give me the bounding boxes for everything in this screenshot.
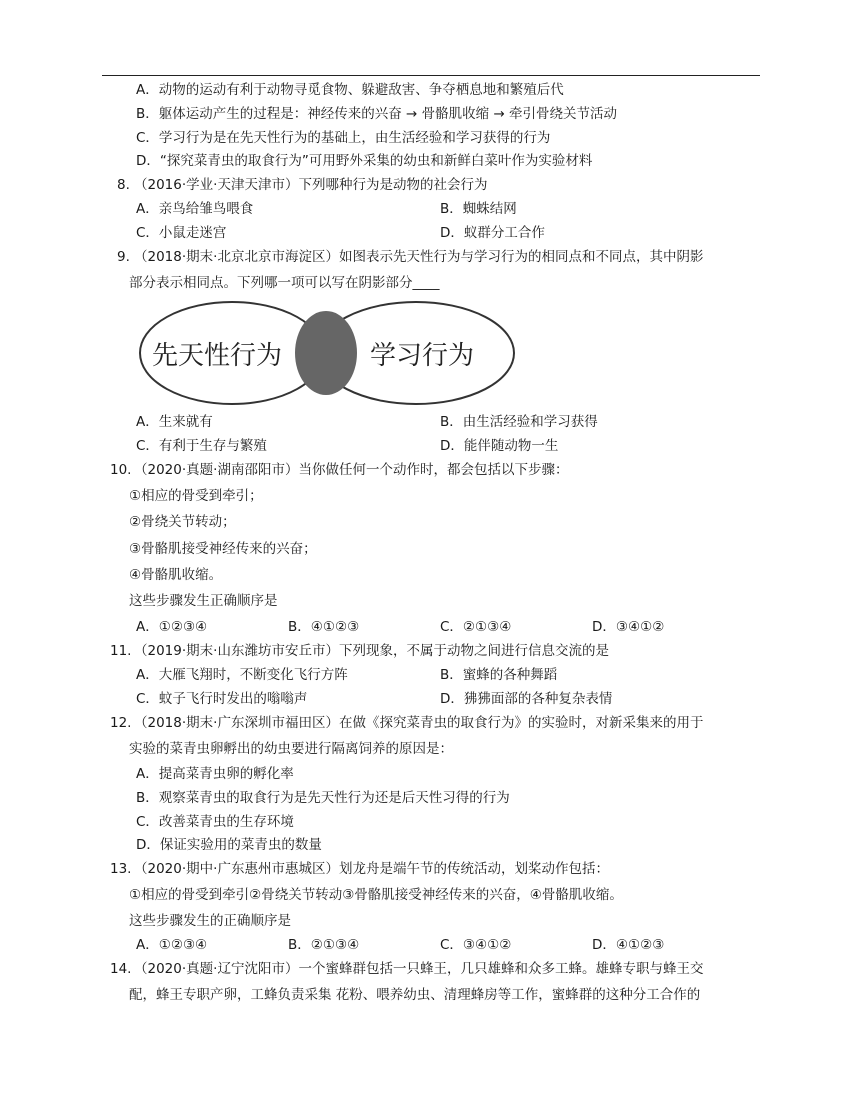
overlap-shaded-region [295, 311, 357, 395]
q13-steps: ①相应的骨受到牵引②骨绕关节转动③骨骼肌接受神经传来的兴奋，④骨骼肌收缩。 [129, 887, 623, 903]
prev-option-c[interactable]: C．学习行为是在先天性行为的基础上，由生活经验和学习获得的行为 [136, 130, 551, 146]
q10-step-3: ③骨骼肌接受神经传来的兴奋； [129, 541, 317, 557]
q9-option-c[interactable]: C．有利于生存与繁殖 [136, 438, 267, 454]
q12-stem-line1: （2018·期末·广东深圳市福田区）在做《探究菜青虫的取食行为》的实验时，对新采集来的用于 [134, 715, 704, 731]
q9-number: 9. [117, 249, 130, 265]
q12-option-d[interactable]: D．保证实验用的菜青虫的数量 [136, 837, 322, 853]
q12-stem-line2: 实验的菜青虫卵孵出的幼虫要进行隔离饲养的原因是： [129, 741, 453, 757]
q11-option-c[interactable]: C．蚊子飞行时发出的嗡嗡声 [136, 691, 308, 707]
q9-option-a[interactable]: A．生来就有 [136, 414, 213, 430]
q13-option-b[interactable]: B．②①③④ [288, 937, 360, 953]
q9-option-b[interactable]: B．由生活经验和学习获得 [440, 414, 598, 430]
venn-diagram [138, 298, 518, 410]
q10-option-b[interactable]: B．④①②③ [288, 619, 360, 635]
q8-stem: （2016·学业·天津天津市）下列哪种行为是动物的社会行为 [134, 177, 488, 193]
q11-option-d[interactable]: D．狒狒面部的各种复杂表情 [440, 691, 613, 707]
q12-option-c[interactable]: C．改善菜青虫的生存环境 [136, 814, 294, 830]
q13-option-a[interactable]: A．①②③④ [136, 937, 208, 953]
q10-stem: （2020·真题·湖南邵阳市）当你做任何一个动作时，都会包括以下步骤： [134, 462, 569, 478]
q8-option-a[interactable]: A．亲鸟给雏鸟喂食 [136, 201, 254, 217]
q9-stem-line2: 部分表示相同点。下列哪一项可以写在阴影部分____ [129, 275, 440, 291]
q10-number: 10. [110, 462, 132, 478]
prev-option-d[interactable]: D．“探究菜青虫的取食行为”可用野外采集的幼虫和新鲜白菜叶作为实验材料 [136, 153, 593, 169]
q11-stem: （2019·期末·山东潍坊市安丘市）下列现象，不属于动物之间进行信息交流的是 [134, 643, 609, 659]
venn-right-label: 学习行为 [370, 341, 475, 371]
q10-step-2: ②骨绕关节转动； [129, 514, 236, 530]
q13-option-d[interactable]: D．④①②③ [592, 937, 665, 953]
q10-option-d[interactable]: D．③④①② [592, 619, 665, 635]
q13-number: 13. [110, 861, 132, 877]
q13-stem: （2020·期中·广东惠州市惠城区）划龙舟是端午节的传统活动，划桨动作包括： [134, 861, 609, 877]
q11-option-b[interactable]: B．蜜蜂的各种舞蹈 [440, 667, 558, 683]
q9-option-d[interactable]: D．能伴随动物一生 [440, 438, 559, 454]
q10-ask: 这些步骤发生正确顺序是 [129, 593, 278, 609]
q14-stem-line2: 配，蜂王专职产卵，工蜂负责采集 花粉、喂养幼虫、清理蜂房等工作，蜜蜂群的这种分工合作的 [129, 987, 701, 1003]
prev-option-b[interactable]: B．躯体运动产生的过程是：神经传来的兴奋 → 骨骼肌收缩 → 牵引骨绕关节活动 [136, 106, 618, 122]
q9-stem-line1: （2018·期末·北京北京市海淀区）如图表示先天性行为与学习行为的相同点和不同点，其中阴影 [134, 249, 704, 265]
q14-number: 14. [110, 961, 132, 977]
q13-option-c[interactable]: C．③④①② [440, 937, 512, 953]
q14-stem-line1: （2020·真题·辽宁沈阳市）一个蜜蜂群包括一只蜂王，几只雄蜂和众多工蜂。雄蜂专职与蜂王交 [134, 961, 704, 977]
q12-option-b[interactable]: B．观察菜青虫的取食行为是先天性行为还是后天性习得的行为 [136, 790, 510, 806]
prev-option-a[interactable]: A．动物的运动有利于动物寻觅食物、躲避敌害、争夺栖息地和繁殖后代 [136, 82, 564, 98]
q10-option-c[interactable]: C．②①③④ [440, 619, 512, 635]
q12-number: 12. [110, 715, 132, 731]
q8-number: 8. [117, 177, 130, 193]
q12-option-a[interactable]: A．提高菜青虫卵的孵化率 [136, 766, 294, 782]
q13-ask: 这些步骤发生的正确顺序是 [129, 913, 291, 929]
q11-number: 11. [110, 643, 132, 659]
q10-step-4: ④骨骼肌收缩。 [129, 567, 223, 583]
q10-step-1: ①相应的骨受到牵引； [129, 488, 263, 504]
q10-option-a[interactable]: A．①②③④ [136, 619, 208, 635]
header-rule [102, 75, 760, 76]
q8-option-c[interactable]: C．小鼠走迷宫 [136, 225, 227, 241]
q11-option-a[interactable]: A．大雁飞翔时，不断变化飞行方阵 [136, 667, 348, 683]
q8-option-d[interactable]: D．蚁群分工合作 [440, 225, 545, 241]
q8-option-b[interactable]: B．蜘蛛结网 [440, 201, 517, 217]
venn-left-label: 先天性行为 [152, 341, 283, 371]
